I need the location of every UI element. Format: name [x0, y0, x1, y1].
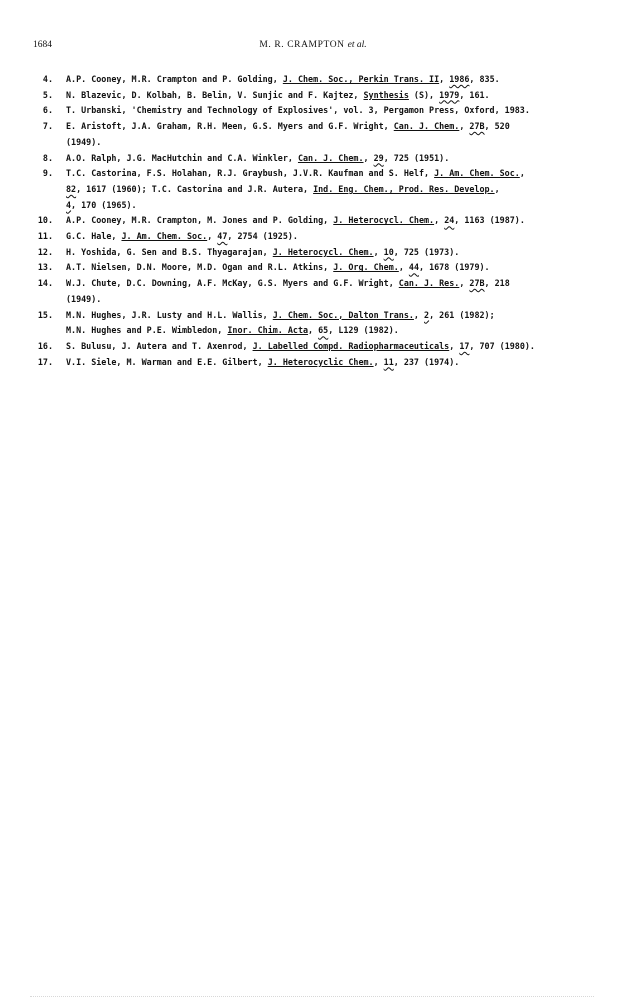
citation-text: , 520	[484, 121, 510, 132]
citation-text: M.N. Hughes and P.E. Wimbledon,	[66, 325, 228, 336]
reference-line	[66, 292, 593, 308]
citation-text: ,	[207, 231, 218, 242]
journal-title: Synthesis	[363, 89, 409, 100]
reference-item	[33, 245, 593, 261]
journal-title: J. Am. Chem. Soc.	[121, 231, 208, 242]
reference-line	[66, 119, 593, 135]
journal-title: Ind. Eng. Chem., Prod. Res. Develop.	[313, 183, 495, 194]
reference-item	[33, 276, 593, 307]
citation-text: ,	[459, 278, 470, 289]
citation-text: , 1678 (1979).	[419, 262, 490, 273]
citation-text: ,	[439, 74, 450, 84]
reference-line	[66, 260, 593, 276]
reference-item	[33, 166, 593, 213]
volume-number: 27B	[469, 278, 485, 289]
citation-text: ,	[519, 168, 525, 179]
reference-line	[66, 245, 593, 261]
reference-number: 16.	[37, 340, 53, 351]
volume-number: 1979	[439, 89, 460, 100]
citation-text: A.O. Ralph, J.G. MacHutchin and C.A. Winkler,	[66, 152, 298, 163]
running-head-et-al: et al.	[347, 40, 367, 50]
journal-title: J. Chem. Soc., Perkin Trans. II	[282, 74, 440, 84]
citation-text: , 835.	[469, 74, 500, 84]
citation-text: G.C. Hale,	[66, 231, 122, 242]
citation-text: T. Urbanski, 'Chemistry and Technology of Explosives', vol. 3, Pergamon Press, Oxford, 1983.	[66, 105, 530, 116]
citation-text: ,	[308, 325, 319, 336]
volume-number: 1986	[449, 74, 470, 84]
reference-number: 8.	[42, 152, 53, 163]
citation-text: , 170 (1965).	[71, 199, 137, 210]
journal-title: J. Am. Chem. Soc.	[434, 168, 520, 179]
reference-line	[66, 308, 593, 324]
reference-line	[66, 339, 593, 355]
reference-number: 13.	[37, 262, 53, 273]
citation-text: (S),	[408, 89, 440, 100]
reference-number: 11.	[37, 231, 53, 242]
journal-title: Can. J. Res.	[398, 278, 460, 289]
reference-line	[66, 88, 593, 104]
volume-number: 29	[373, 152, 384, 163]
bottom-divider	[30, 996, 594, 997]
running-head	[33, 40, 593, 50]
reference-line	[66, 229, 593, 245]
reference-item	[33, 260, 593, 276]
citation-text: ,	[449, 340, 460, 351]
reference-item	[33, 355, 593, 371]
reference-line	[66, 72, 593, 88]
citation-text: ,	[373, 356, 384, 367]
reference-line	[66, 355, 593, 371]
reference-number: 12.	[37, 246, 53, 257]
volume-number: 17	[459, 340, 470, 351]
citation-text: W.J. Chute, D.C. Downing, A.F. McKay, G.S. Myers and G.F. Wright,	[66, 278, 399, 289]
reference-line	[66, 213, 593, 229]
citation-text: (1949).	[66, 136, 102, 147]
citation-text: ,	[494, 183, 500, 194]
citation-text: ,	[398, 262, 409, 273]
reference-line	[66, 103, 593, 119]
reference-number: 7.	[42, 121, 53, 132]
citation-text: ,	[434, 215, 445, 226]
citation-text: , 1163 (1987).	[454, 215, 525, 226]
volume-number: 47	[217, 231, 228, 242]
volume-number: 27B	[469, 121, 485, 132]
citation-text: , 161.	[459, 89, 490, 100]
citation-text: S. Bulusu, J. Autera and T. Axenrod,	[66, 340, 253, 351]
reference-list	[33, 72, 593, 370]
journal-title: J. Labelled Compd. Radiopharmaceuticals	[252, 340, 450, 351]
reference-number: 15.	[37, 309, 53, 320]
journal-title: J. Heterocycl. Chem.	[272, 246, 374, 257]
reference-line	[66, 182, 593, 198]
citation-text: ,	[373, 246, 384, 257]
citation-text: A.P. Cooney, M.R. Crampton, M. Jones and P. Golding,	[66, 215, 334, 226]
running-head-author: M. R. CRAMPTON	[259, 40, 345, 50]
reference-number: 6.	[42, 105, 53, 116]
reference-item	[33, 88, 593, 104]
citation-text: A.T. Nielsen, D.N. Moore, M.D. Ogan and R.L. Atkins,	[66, 262, 334, 273]
reference-item	[33, 72, 593, 88]
citation-text: , 2754 (1925).	[227, 231, 298, 242]
citation-text: , L129 (1982).	[328, 325, 399, 336]
citation-text: , 725 (1951).	[383, 152, 450, 163]
citation-text: , 1617 (1960); T.C. Castorina and J.R. Autera,	[76, 183, 314, 194]
reference-number: 10.	[37, 215, 53, 226]
reference-number: 14.	[37, 278, 53, 289]
reference-item	[33, 339, 593, 355]
citation-text: ,	[459, 121, 470, 132]
reference-line	[66, 135, 593, 151]
page-header	[33, 40, 593, 56]
citation-text: , 218	[484, 278, 510, 289]
journal-title: J. Heterocycl. Chem.	[333, 215, 435, 226]
citation-text: A.P. Cooney, M.R. Crampton and P. Golding,	[66, 74, 283, 84]
citation-text: N. Blazevic, D. Kolbah, B. Belin, V. Sunjic and F. Kajtez,	[66, 89, 364, 100]
citation-text: , 237 (1974).	[393, 356, 460, 367]
volume-number: 4	[66, 199, 72, 210]
reference-line	[66, 151, 593, 167]
volume-number: 11	[383, 356, 394, 367]
volume-number: 2	[424, 309, 430, 320]
volume-number: 82	[66, 183, 77, 194]
reference-item	[33, 308, 593, 339]
reference-number: 9.	[42, 168, 53, 179]
volume-number: 44	[408, 262, 419, 273]
volume-number: 24	[444, 215, 455, 226]
journal-title: J. Heterocyclic Chem.	[267, 356, 374, 367]
reference-number: 17.	[37, 356, 53, 367]
reference-line	[66, 276, 593, 292]
reference-item	[33, 229, 593, 245]
reference-item	[33, 119, 593, 150]
citation-text: E. Aristoft, J.A. Graham, R.H. Meen, G.S. Myers and G.F. Wright,	[66, 121, 394, 132]
citation-text: T.C. Castorina, F.S. Holahan, R.J. Graybush, J.V.R. Kaufman and S. Helf,	[66, 168, 435, 179]
journal-title: Can. J. Chem.	[393, 121, 460, 132]
journal-title: Can. J. Chem.	[297, 152, 364, 163]
reference-item	[33, 103, 593, 119]
citation-text: H. Yoshida, G. Sen and B.S. Thyagarajan,	[66, 246, 273, 257]
citation-text: , 261 (1982);	[429, 309, 495, 320]
journal-title: J. Org. Chem.	[333, 262, 399, 273]
citation-text: M.N. Hughes, J.R. Lusty and H.L. Wallis,	[66, 309, 273, 320]
volume-number: 10	[383, 246, 394, 257]
reference-item	[33, 151, 593, 167]
reference-line	[66, 323, 593, 339]
reference-line	[66, 166, 593, 182]
page-number: 1684	[33, 40, 52, 50]
citation-text: , 725 (1973).	[393, 246, 460, 257]
citation-text: V.I. Siele, M. Warman and E.E. Gilbert,	[66, 356, 268, 367]
citation-text: ,	[363, 152, 374, 163]
reference-line	[66, 198, 593, 214]
citation-text: , 707 (1980).	[469, 340, 535, 351]
journal-title: J. Chem. Soc., Dalton Trans.	[272, 309, 414, 320]
journal-title: Inor. Chim. Acta	[227, 325, 309, 336]
citation-text: (1949).	[66, 293, 102, 304]
reference-number: 4.	[42, 74, 53, 84]
citation-text: ,	[413, 309, 425, 320]
volume-number: 65	[318, 325, 329, 336]
reference-number: 5.	[42, 89, 53, 100]
reference-item	[33, 213, 593, 229]
